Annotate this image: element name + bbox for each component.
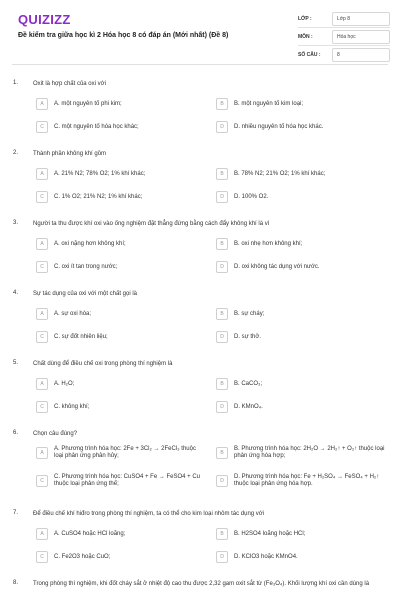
option-b[interactable] [216,377,386,391]
meta-panel [298,10,390,63]
option-c[interactable] [36,120,206,134]
option-text: C. sự đốt nhiên liệu; [54,333,108,340]
option-letter: B [216,168,228,180]
option-letter: B [216,528,228,540]
option-letter: D [216,475,228,487]
question-number: 4. [13,290,19,296]
option-text: C. không khí; [54,403,90,410]
option-letter: A [36,308,48,320]
option-text: C. Phương trình hóa học: CuSO4 + Fe → FeSO4 + Cu thuộc loại phản ứng thế; [54,474,201,487]
option-letter: B [216,238,228,250]
option-b[interactable] [216,237,386,251]
option-b[interactable] [216,307,386,321]
meta-row-class [298,10,390,28]
option-letter: A [36,238,48,250]
option-letter: C [36,331,48,343]
question-number: 5. [13,360,19,366]
document-title: Đề kiểm tra giữa học kì 2 Hóa học 8 có đáp án (Mới nhất) (Đề 8) [18,32,229,39]
option-b[interactable] [216,167,386,181]
meta-row-count [298,46,390,63]
question-text: Sự tác dụng của oxi với một chất gọi là [33,291,138,297]
meta-value: Lớp 8 [332,12,390,26]
option-letter: C [36,191,48,203]
option-text: C. 1% O2; 21% N2; 1% khí khác; [54,193,143,200]
option-letter: D [216,261,228,273]
option-letter: D [216,401,228,413]
option-text: A. H₂O; [54,380,75,387]
option-text: A. một nguyên tố phi kim; [54,100,122,107]
quizizz-logo: QUIZIZZ [18,12,71,27]
option-letter: D [216,331,228,343]
option-text: D. KMnO₄. [234,403,263,410]
option-letter: C [36,261,48,273]
header-divider [12,64,388,65]
meta-label: LỚP : [298,15,312,22]
option-text: B. H2SO4 loãng hoặc HCl; [234,530,306,537]
option-text: C. oxi ít tan trong nước; [54,263,118,270]
option-a[interactable] [36,167,206,181]
option-text: D. sự thở. [234,333,261,340]
question-text: Người ta thu được khí oxi vào ống nghiệm đặt thẳng đứng bằng cách đẩy không khí là vì [33,221,270,227]
option-b[interactable] [216,527,386,541]
question-number: 7. [13,510,19,516]
question-text: Chọn câu đúng? [33,431,78,437]
option-a[interactable] [36,237,206,251]
option-text: B. sự cháy; [234,310,265,317]
option-text: A. sự oxi hóa; [54,310,92,317]
option-text: D. nhiều nguyên tố hóa học khác. [234,123,324,130]
option-letter: B [216,378,228,390]
option-letter: A [36,447,48,459]
option-letter: A [36,378,48,390]
option-letter: C [36,121,48,133]
option-a[interactable] [36,527,206,541]
option-text: D. 100% O2. [234,193,269,200]
option-c[interactable] [36,190,206,204]
header [0,0,400,62]
meta-value: Hóa học [332,30,390,44]
option-d[interactable] [216,190,386,204]
option-text: B. Phương trình hóa học: 2H₂O → 2H₂↑ + O₂↑ thuộc loại phản ứng hóa hợp; [234,446,385,459]
question-number: 2. [13,150,19,156]
option-text: D. KClO3 hoặc KMnO4. [234,553,298,560]
option-a[interactable] [36,377,206,391]
meta-label: MÔN : [298,33,313,40]
option-d[interactable] [216,474,386,496]
option-letter: C [36,551,48,563]
option-text: D. oxi không tác dụng với nước. [234,263,320,270]
question-number: 1. [13,80,19,86]
option-letter: A [36,168,48,180]
option-c[interactable] [36,400,206,414]
question-text: Thành phần không khí gồm [33,151,107,157]
option-letter: C [36,401,48,413]
option-text: A. Phương trình hóa học: 2Fe + 3Cl₂ → 2FeCl₃ thuộc loại phản ứng phân hủy; [54,446,196,459]
option-text: B. 78% N2; 21% O2; 1% khí khác; [234,170,326,177]
option-text: A. CuSO4 hoặc HCl loãng; [54,530,126,537]
option-text: D. Phương trình hóa học: Fe + H₂SO₄ → FeSO₄ + H₂↑ thuộc loại phản ứng hóa hợp. [234,474,380,487]
option-text: A. oxi nặng hơn không khí; [54,240,126,247]
option-d[interactable] [216,400,386,414]
option-d[interactable] [216,550,386,564]
meta-row-subject [298,28,390,46]
option-text: B. CaCO₃; [234,380,263,387]
question-text: Trong phòng thí nghiệm, khi đốt cháy sắt ở nhiệt độ cao thu được 2,32 gam oxit sắt từ (Fe₃O₄). Khối lượng khí oxi cần dùng là [33,581,370,587]
question-number: 8. [13,580,19,586]
question-text: Để điều chế khí hiđro trong phòng thí nghiệm, ta có thể cho kim loại nhôm tác dụng với [33,511,265,517]
question-text: Oxit là hợp chất của oxi với [33,81,106,87]
option-text: B. oxi nhẹ hơn không khí; [234,240,303,247]
option-text: C. Fe2O3 hoặc CuO; [54,553,111,560]
option-d[interactable] [216,120,386,134]
option-letter: B [216,308,228,320]
option-c[interactable] [36,550,206,564]
question-text: Chất dùng để điều chế oxi trong phòng thí nghiệm là [33,361,173,367]
option-letter: C [36,475,48,487]
option-a[interactable] [36,97,206,111]
question-number: 6. [13,430,19,436]
option-c[interactable] [36,474,206,496]
option-letter: B [216,98,228,110]
meta-value: 8 [332,48,390,62]
option-letter: A [36,98,48,110]
option-letter: A [36,528,48,540]
option-b[interactable] [216,97,386,111]
option-letter: D [216,121,228,133]
option-a[interactable] [36,307,206,321]
option-d[interactable] [216,260,386,274]
option-b[interactable] [216,446,386,468]
option-text: B. một nguyên tố kim loại; [234,100,304,107]
option-a[interactable] [36,446,206,468]
option-text: C. một nguyên tố hóa học khác; [54,123,139,130]
option-letter: B [216,447,228,459]
option-letter: D [216,191,228,203]
option-c[interactable] [36,260,206,274]
option-c[interactable] [36,330,206,344]
meta-label: SỐ CÂU : [298,51,321,58]
option-text: A. 21% N2; 78% O2; 1% khí khác; [54,170,146,177]
option-d[interactable] [216,330,386,344]
option-letter: D [216,551,228,563]
question-number: 3. [13,220,19,226]
